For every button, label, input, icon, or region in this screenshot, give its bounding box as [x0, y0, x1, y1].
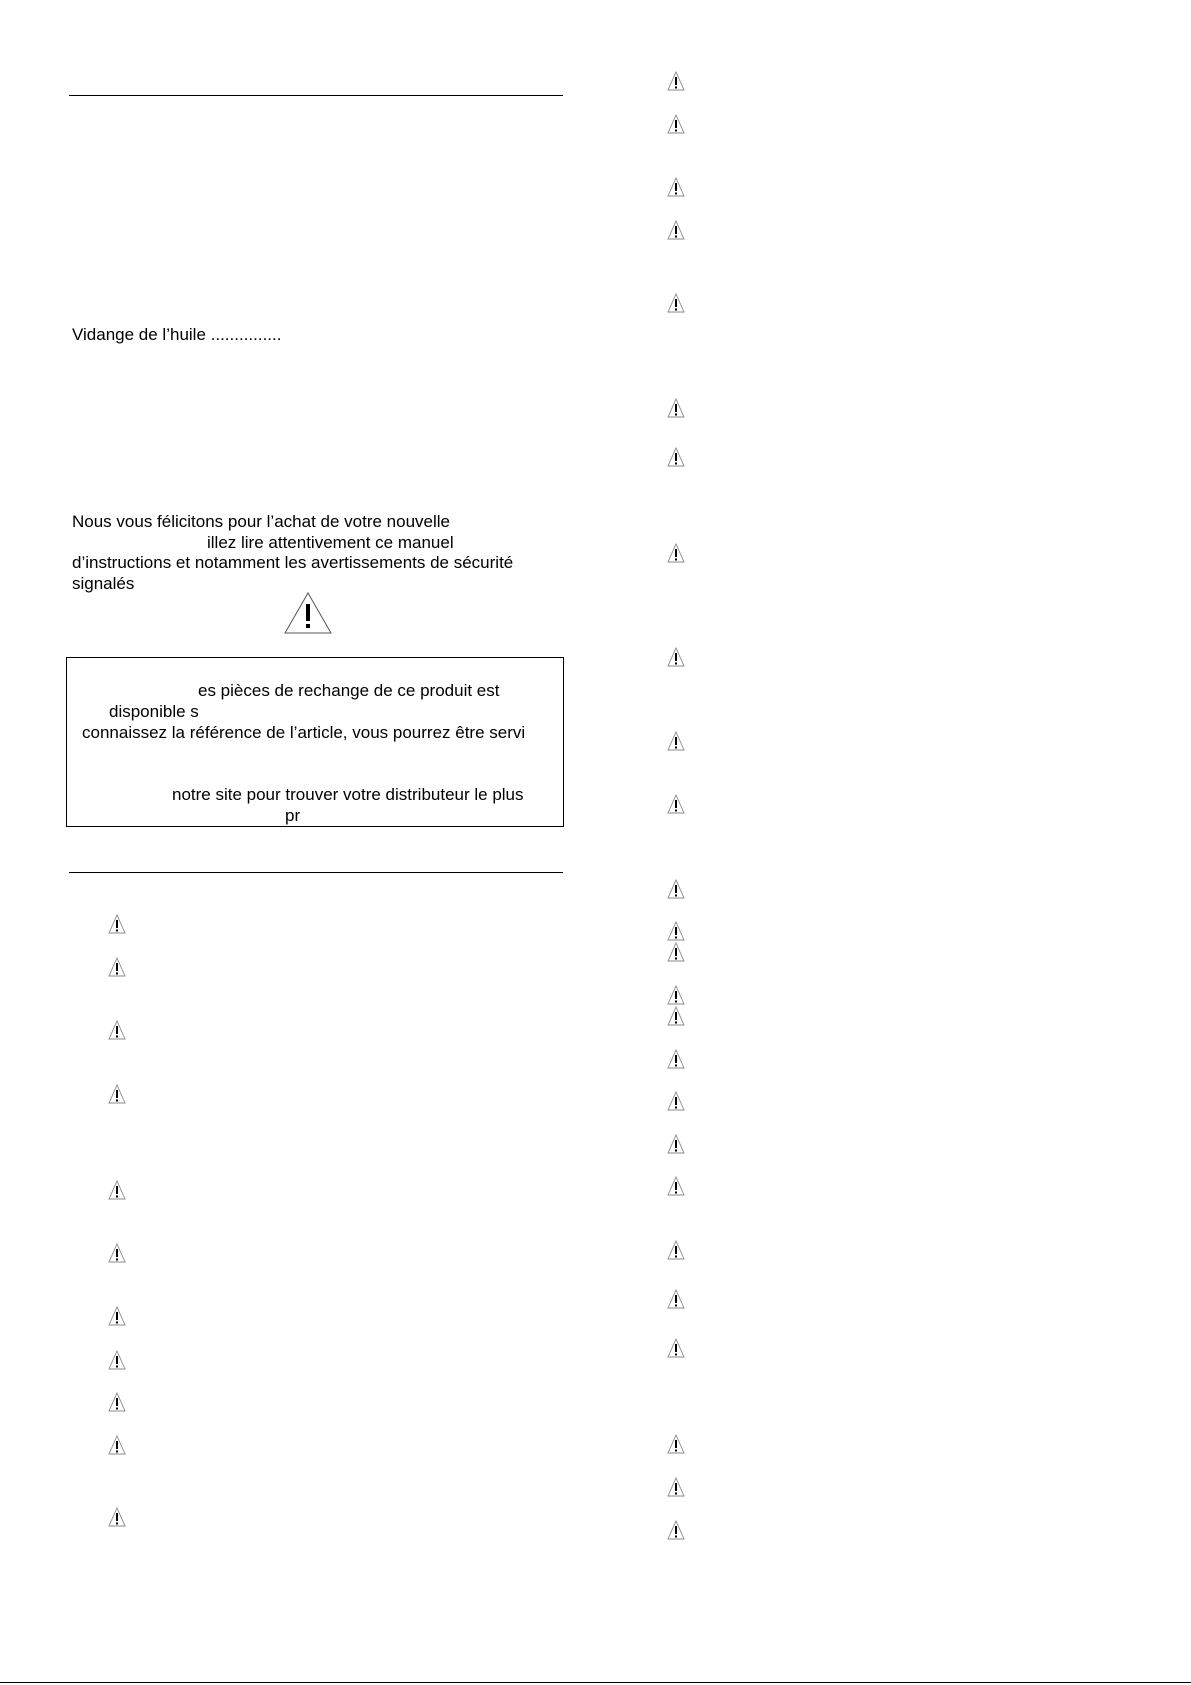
intro-line-2: illez lire attentivement ce manuel [207, 533, 454, 552]
spare-parts-line-2: disponible s [109, 702, 199, 721]
warning-icon [667, 1434, 685, 1454]
warning-icon [667, 1006, 685, 1026]
warning-icon [667, 1091, 685, 1111]
warning-icon [667, 71, 685, 91]
warning-icon [667, 985, 685, 1005]
warning-icon [284, 592, 332, 634]
warning-icon [108, 1306, 126, 1326]
warning-icon [667, 1477, 685, 1497]
warning-icon [108, 1180, 126, 1200]
warning-icon [108, 957, 126, 977]
warning-icon [667, 543, 685, 563]
section-divider-top [69, 95, 563, 96]
warning-icon [108, 1507, 126, 1527]
warning-icon [667, 1520, 685, 1540]
warning-icon [667, 293, 685, 313]
warning-icon [667, 879, 685, 899]
toc-entry-oil-change: Vidange de l’huile ............... [72, 325, 282, 344]
spare-parts-line-3: connaissez la référence de l’article, vous pourrez être servi [82, 723, 526, 742]
warning-icon [667, 398, 685, 418]
warning-icon [108, 1020, 126, 1040]
warning-icon [108, 1084, 126, 1104]
warning-icon [667, 731, 685, 751]
warning-icon [667, 1240, 685, 1260]
spare-parts-line-5: pr [285, 806, 301, 825]
warning-icon [667, 1049, 685, 1069]
warning-icon [667, 921, 685, 941]
warning-icon [108, 1350, 126, 1370]
warning-icon [667, 1338, 685, 1358]
warning-icon [667, 1176, 685, 1196]
warning-icon [667, 177, 685, 197]
warning-icon [667, 1289, 685, 1309]
intro-line-3: d’instructions et notamment les avertissements de sécurité [72, 553, 514, 572]
spare-parts-line-1: es pièces de rechange de ce produit est [198, 681, 500, 700]
warning-icon [108, 914, 126, 934]
spare-parts-line-4: notre site pour trouver votre distributeur le plus [172, 785, 524, 804]
warning-icon [667, 647, 685, 667]
page-bottom-edge [0, 1682, 1191, 1683]
intro-line-4: signalés [72, 574, 135, 593]
warning-icon [108, 1243, 126, 1263]
warning-icon [667, 1134, 685, 1154]
warning-icon [667, 220, 685, 240]
intro-line-1: Nous vous félicitons pour l’achat de votre nouvelle [72, 512, 450, 531]
warning-icon [667, 447, 685, 467]
warning-icon [667, 794, 685, 814]
warning-icon [108, 1435, 126, 1455]
warning-icon [667, 942, 685, 962]
section-divider-safety [69, 872, 563, 873]
warning-icon [108, 1392, 126, 1412]
spare-parts-notice [66, 657, 564, 827]
warning-icon [667, 114, 685, 134]
